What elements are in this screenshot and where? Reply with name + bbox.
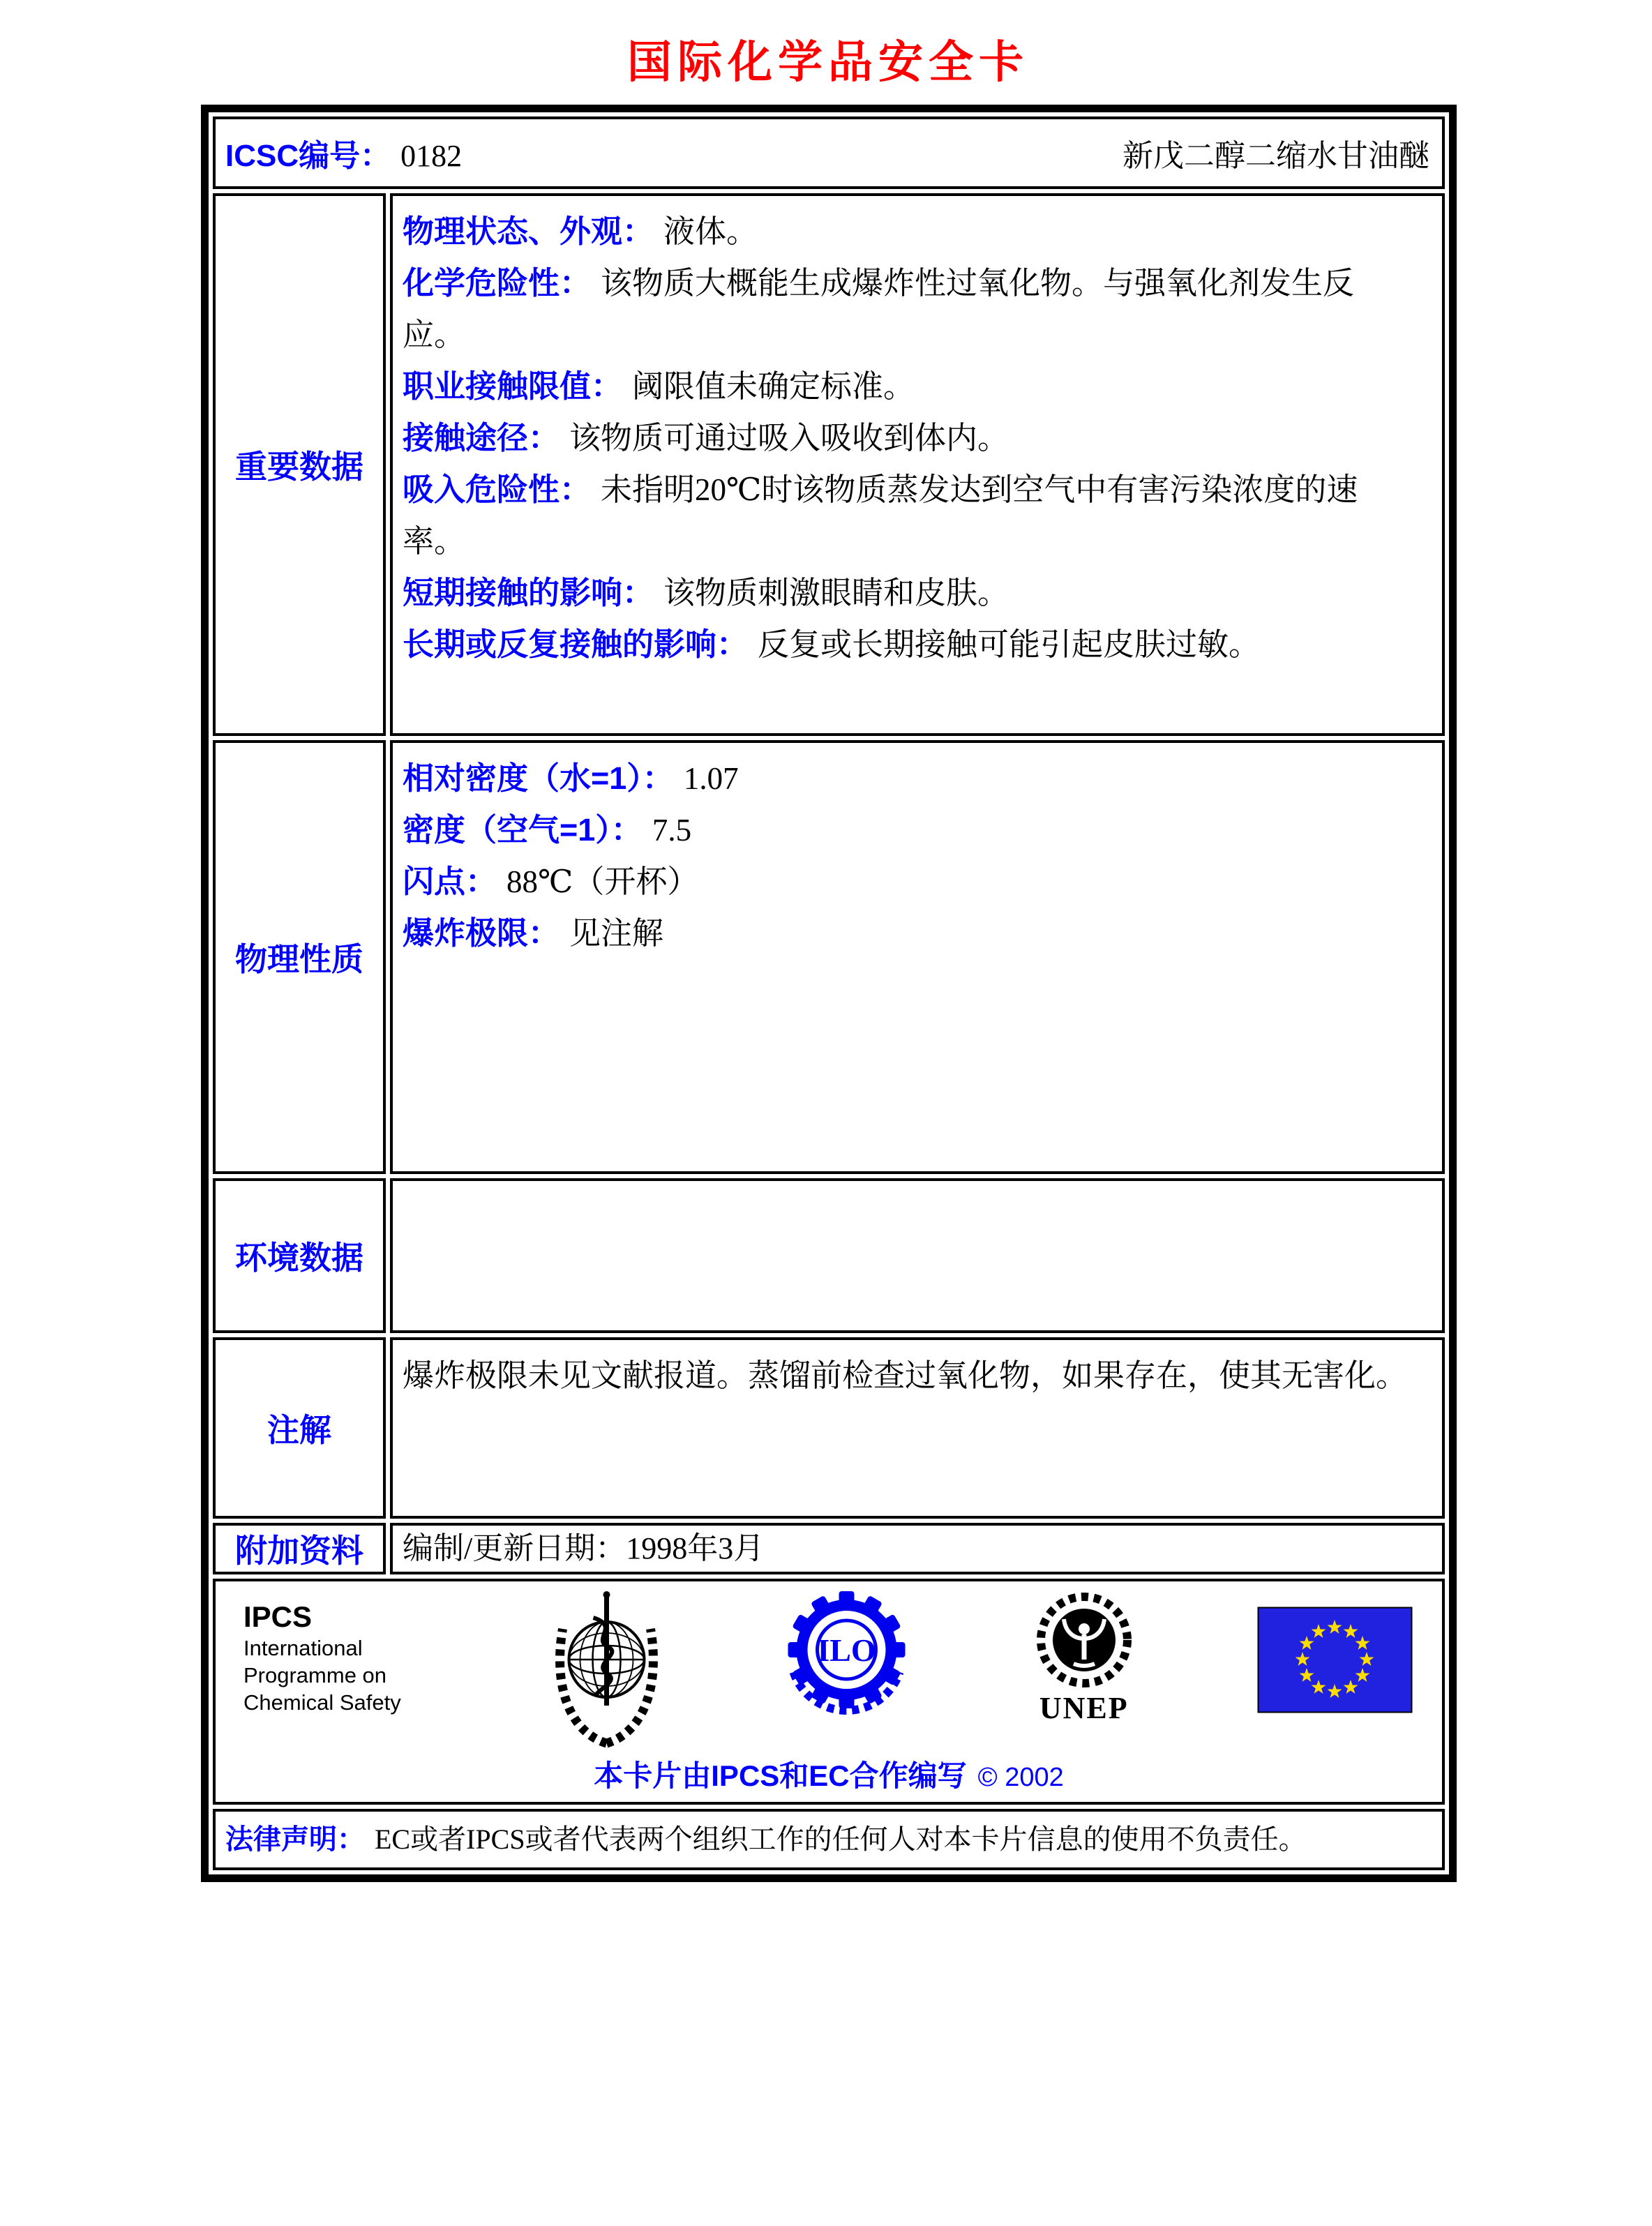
physical-property-item: 爆炸极限： 见注解 <box>403 915 664 951</box>
ipcs-line-2: Programme on <box>243 1663 387 1687</box>
physical-properties-label-cell <box>213 740 386 1174</box>
additional-info-text: 编制/更新日期：1998年3月 <box>403 1531 765 1565</box>
legal-statement <box>225 1821 1432 1858</box>
important-data-item: 职业接触限值： 阈限值未确定标准。 <box>403 368 915 404</box>
caption-text: 本卡片由IPCS和EC合作编写 <box>594 1759 967 1792</box>
physical-properties-content-cell <box>390 740 1445 1174</box>
unep-logo-icon <box>1025 1588 1143 1694</box>
unep-logo-block <box>1025 1588 1143 1726</box>
notes-label-cell <box>213 1337 386 1519</box>
logos-cell <box>213 1579 1445 1805</box>
important-data-label-cell <box>213 193 386 736</box>
page-title: 国际化学品安全卡 <box>627 38 1029 87</box>
logos-caption <box>236 1753 1421 1795</box>
ipcs-line-1: International <box>243 1636 363 1660</box>
icsc-card-table <box>201 105 1457 1882</box>
section-label-important-data: 重要数据 <box>235 449 363 485</box>
additional-info-label-cell <box>213 1523 386 1574</box>
ilo-letters: ILO <box>816 1632 876 1668</box>
important-data-item: 化学危险性： 该物质大概能生成爆炸性过氧化物。与强氧化剂发生反应。 <box>403 265 1355 352</box>
section-label-physical-properties: 物理性质 <box>235 941 363 977</box>
physical-property-item: 相对密度（水=1）： 1.07 <box>403 760 739 796</box>
environmental-data-row <box>213 1178 1445 1333</box>
unep-wordmark: UNEP <box>1039 1691 1129 1725</box>
important-data-item: 物理状态、外观： 液体。 <box>403 213 758 249</box>
ipcs-line-3: Chemical Safety <box>243 1690 401 1715</box>
icsc-number-group <box>225 130 462 175</box>
notes-row <box>213 1337 1445 1519</box>
notes-content-cell <box>390 1337 1445 1519</box>
section-label-additional-info: 附加资料 <box>235 1533 363 1569</box>
who-logo-icon <box>546 1588 668 1750</box>
additional-info-content-cell <box>390 1523 1445 1574</box>
section-label-environmental-data: 环境数据 <box>235 1240 363 1276</box>
notes-text: 爆炸极限未见文献报道。蒸馏前检查过氧化物，如果存在，使其无害化。 <box>403 1358 1408 1393</box>
chemical-name: 新戊二醇二缩水甘油醚 <box>1122 139 1429 173</box>
logos-row <box>213 1579 1445 1805</box>
physical-property-item: 密度（空气=1）： 7.5 <box>403 812 692 848</box>
header-cell <box>213 116 1445 189</box>
legal-label: 法律声明： <box>225 1824 365 1855</box>
environmental-data-content-cell <box>390 1178 1445 1333</box>
legal-row <box>213 1809 1445 1870</box>
legal-cell <box>213 1809 1445 1870</box>
important-data-item: 长期或反复接触的影响： 反复或长期接触可能引起皮肤过敏。 <box>403 626 1261 662</box>
section-label-notes: 注解 <box>267 1412 331 1448</box>
important-data-content-cell <box>390 193 1445 736</box>
ipcs-acronym: IPCS <box>243 1600 313 1633</box>
additional-info-row <box>213 1523 1445 1574</box>
important-data-item: 短期接触的影响： 该物质刺激眼睛和皮肤。 <box>403 575 1009 610</box>
eu-flag-icon <box>1257 1607 1414 1715</box>
ilo-logo-icon <box>782 1588 911 1727</box>
icsc-number-label: ICSC编号： <box>225 139 391 173</box>
icsc-number-value: 0182 <box>400 139 463 173</box>
legal-text: EC或者IPCS或者代表两个组织工作的任何人对本卡片信息的使用不负责任。 <box>375 1823 1307 1855</box>
important-data-item: 接触途径： 该物质可通过吸入吸收到体内。 <box>403 420 1009 456</box>
eu-flag-block <box>1257 1607 1414 1718</box>
physical-properties-row <box>213 740 1445 1174</box>
caption-copyright: © 2002 <box>977 1763 1064 1792</box>
header-row <box>213 116 1445 189</box>
important-data-row <box>213 193 1445 736</box>
ipcs-text-block <box>243 1600 432 1716</box>
physical-property-item: 闪点： 88℃（开杯） <box>403 864 699 899</box>
important-data-item: 吸入危险性： 未指明20℃时该物质蒸发达到空气中有害污染浓度的速率。 <box>403 472 1358 559</box>
environmental-data-label-cell <box>213 1178 386 1333</box>
